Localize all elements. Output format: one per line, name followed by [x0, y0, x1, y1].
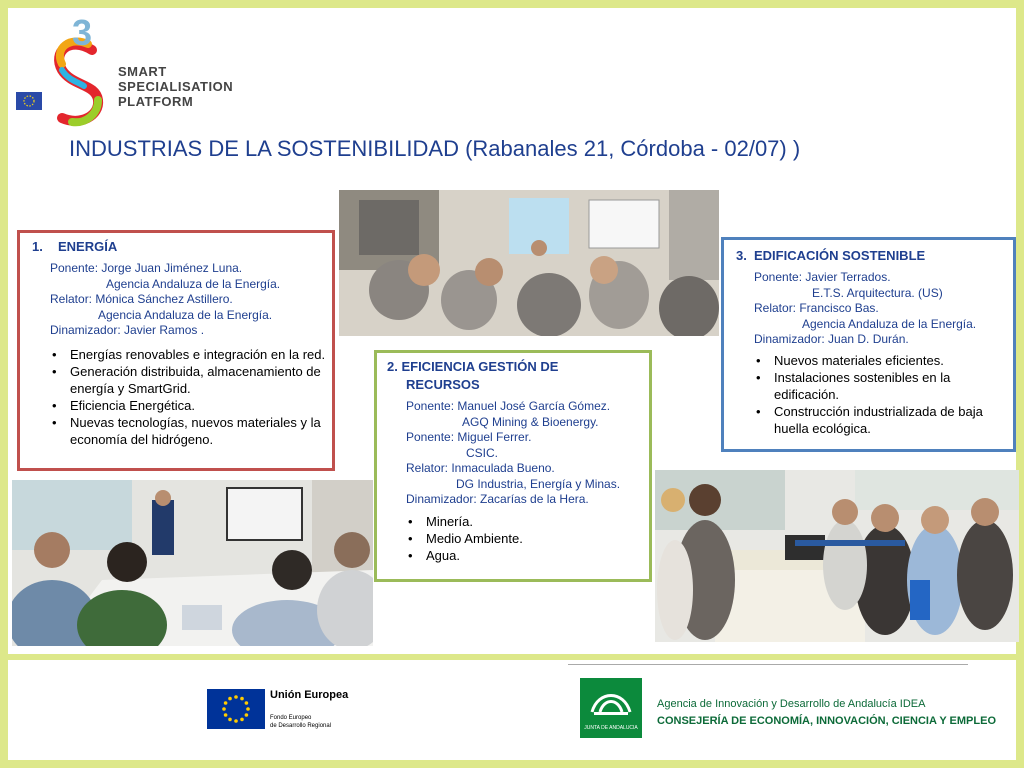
list-item: • Medio Ambiente. — [406, 530, 646, 547]
meta-line: Agencia Andaluza de la Energía. — [106, 276, 281, 291]
eu-title: Unión Europea — [270, 689, 349, 701]
section-eficiencia-heading-1: 2. EFICIENCIA GESTIÓN DE — [387, 359, 559, 374]
section-energia-meta — [50, 261, 280, 339]
footer-divider — [568, 664, 968, 665]
list-item: • Construcción industrializada de baja huella ecológica. — [754, 403, 1009, 437]
list-item: • Nuevas tecnologías, nuevos materiales y la economía del hidrógeno. — [50, 414, 330, 448]
meta-line: Agencia Andaluza de la Energía. — [98, 307, 273, 322]
section-energia-heading: ENERGÍA — [58, 239, 118, 254]
eu-logo — [207, 689, 407, 734]
section-energia-bullets — [50, 346, 330, 448]
consejeria-name: CONSEJERÍA DE ECONOMÍA, INNOVACIÓN, CIENCIA Y EMPLEO — [657, 715, 997, 727]
meta-line: Agencia Andaluza de la Energía. — [802, 316, 977, 331]
list-item: • Energías renovables e integración en la red. — [50, 346, 330, 363]
meta-line: CSIC. — [466, 445, 499, 460]
s3-platform-logo — [14, 14, 254, 129]
meta-line: Ponente: Jorge Juan Jiménez Luna. — [50, 261, 243, 275]
meta-line: Relator: Mónica Sánchez Astillero. — [50, 292, 233, 306]
meta-line: Ponente: Miguel Ferrer. — [406, 430, 532, 444]
section-eficiencia-bullets — [406, 513, 646, 564]
meta-line: Ponente: Javier Terrados. — [754, 270, 891, 284]
list-item: • Eficiencia Energética. — [50, 397, 330, 414]
junta-logo — [580, 678, 642, 738]
logo-line-3: PLATFORM — [118, 94, 194, 109]
list-item: • Generación distribuida, almacenamiento de energía y SmartGrid. — [50, 363, 330, 397]
section-edificacion-bullets — [754, 352, 1009, 437]
section-energia-box — [17, 230, 335, 471]
junta-emblem-icon — [580, 678, 642, 724]
section-edificacion-meta — [754, 270, 976, 348]
s3-logo-number: 3 — [72, 12, 93, 53]
meta-line: Relator: Inmaculada Bueno. — [406, 461, 555, 475]
section-eficiencia-box — [374, 350, 652, 582]
footer — [8, 660, 1016, 760]
meta-line: Relator: Francisco Bas. — [754, 301, 879, 315]
meta-line: Dinamizador: Zacarías de la Hera. — [406, 492, 589, 506]
photo-workshop-room — [339, 190, 719, 336]
list-item: • Instalaciones sostenibles en la edificación. — [754, 369, 1009, 403]
list-item: • Agua. — [406, 547, 646, 564]
meta-line: Dinamizador: Javier Ramos . — [50, 323, 205, 337]
photo-meeting-right — [655, 470, 1019, 642]
logo-line-2: SPECIALISATION — [118, 79, 234, 94]
meta-line: E.T.S. Arquitectura. (US) — [812, 285, 943, 300]
section-edificacion-number: 3. — [736, 248, 747, 263]
page-title: INDUSTRIAS DE LA SOSTENIBILIDAD (Rabanales 21, Córdoba - 02/07) ) — [69, 136, 801, 161]
meta-line: AGQ Mining & Bioenergy. — [462, 414, 599, 429]
meta-line: DG Industria, Energía y Minas. — [456, 476, 621, 491]
section-eficiencia-meta — [406, 399, 620, 508]
list-item: • Minería. — [406, 513, 646, 530]
section-edificacion-heading: EDIFICACIÓN SOSTENIBLE — [754, 248, 926, 263]
list-item: • Nuevos materiales eficientes. — [754, 352, 1009, 369]
meta-line: Dinamizador: Juan D. Durán. — [754, 332, 909, 346]
junta-label: JUNTA DE ANDALUCIA — [584, 725, 638, 731]
section-eficiencia-heading-2: RECURSOS — [406, 377, 480, 392]
agency-name: Agencia de Innovación y Desarrollo de Andalucía IDEA — [657, 698, 926, 710]
section-edificacion-box — [721, 237, 1016, 452]
eu-sub-1: Fondo Europeo — [270, 715, 312, 721]
meta-line: Ponente: Manuel José García Gómez. — [406, 399, 611, 413]
eu-sub-2: de Desarrollo Regional — [270, 723, 332, 729]
eu-flag-icon — [207, 689, 265, 729]
section-energia-number: 1. — [32, 239, 43, 254]
photo-meeting-left — [12, 480, 373, 646]
logo-line-1: SMART — [118, 64, 167, 79]
